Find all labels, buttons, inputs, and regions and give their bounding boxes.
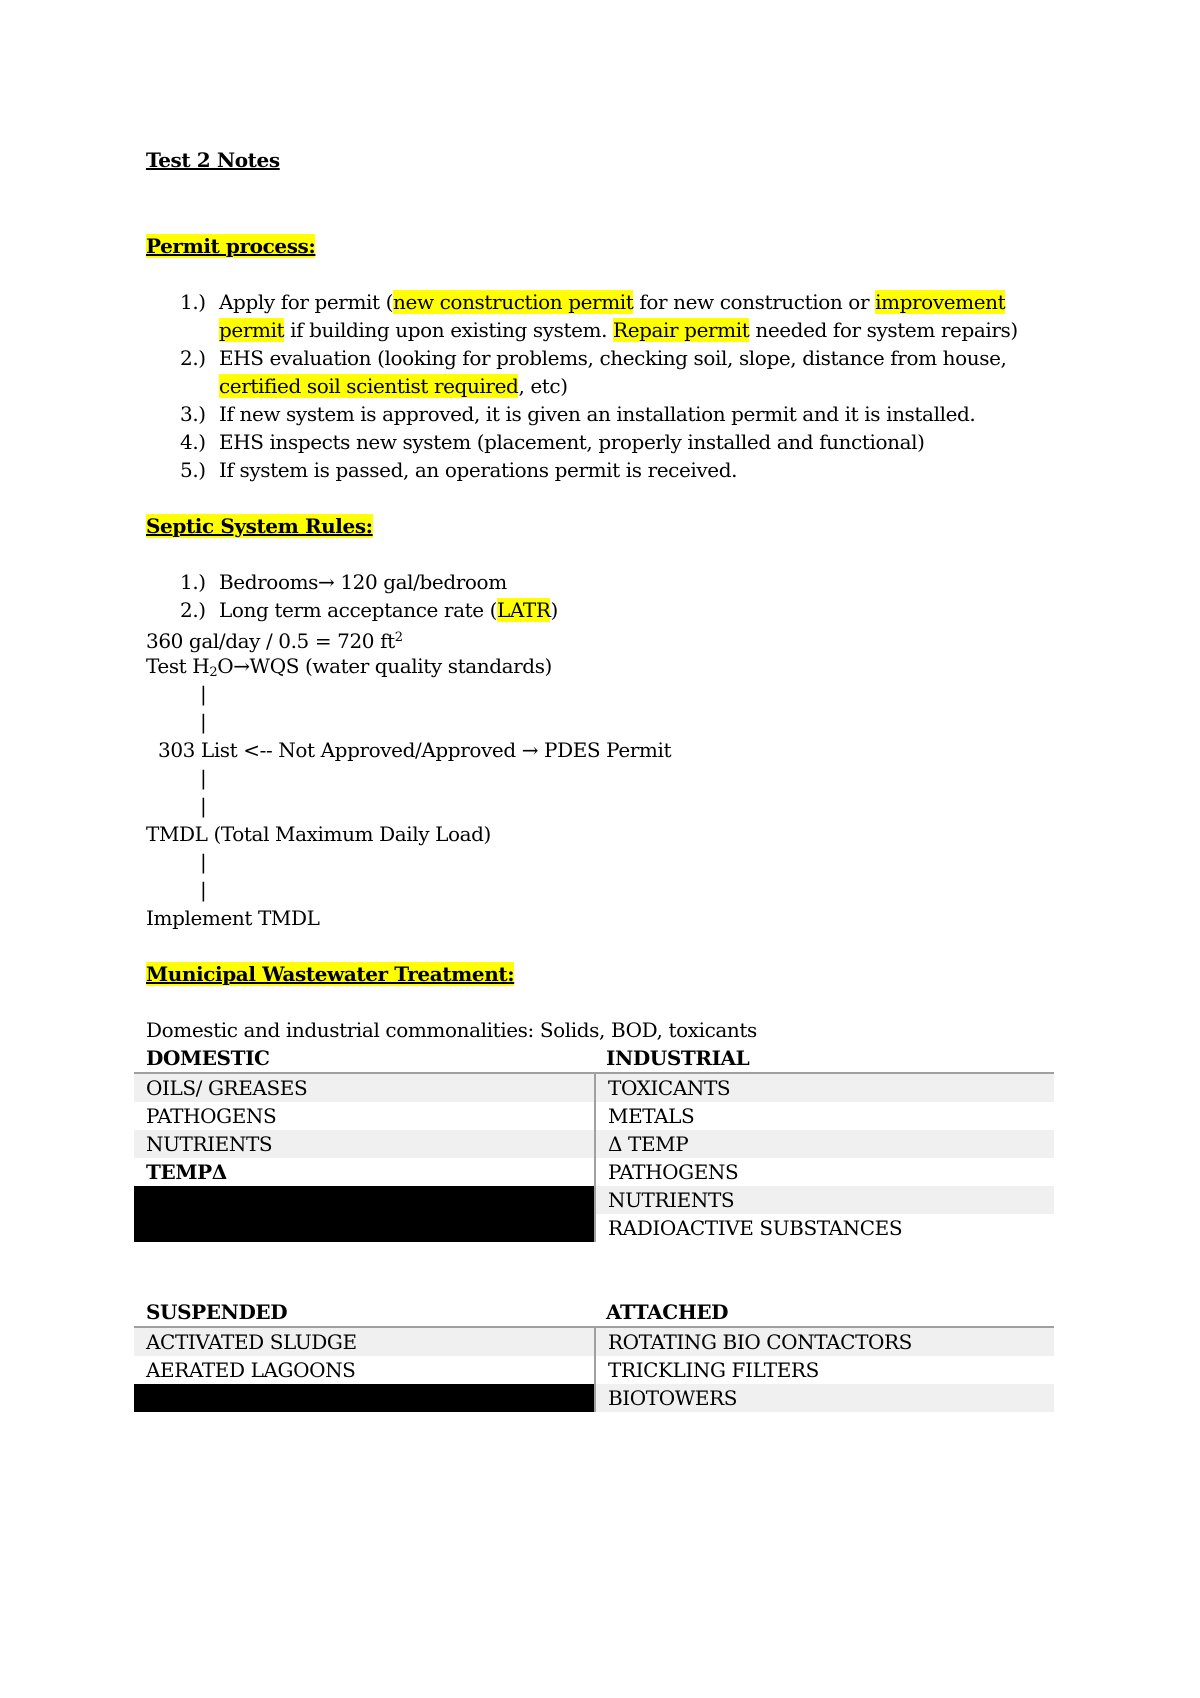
tmdl-line: TMDL (Total Maximum Daily Load) (146, 822, 491, 846)
table-header-row (134, 1044, 1054, 1074)
list-303-line: 303 List <-- Not Approved/Approved → PDES Permit (158, 738, 672, 762)
permit-item-5-number: 5.) (180, 458, 206, 482)
flow-connector-3: | (200, 766, 207, 790)
table-cell: ROTATING BIO CONTACTORS (594, 1328, 1054, 1356)
blacked-out-cell (134, 1186, 594, 1214)
table-row (134, 1186, 1054, 1214)
flow-connector-5: | (200, 850, 207, 874)
table-cell: AERATED LAGOONS (146, 1358, 356, 1382)
header-suspended: SUSPENDED (146, 1300, 288, 1324)
table-cell: NUTRIENTS (594, 1186, 1054, 1214)
table-cell: BIOTOWERS (594, 1384, 1054, 1412)
table-cell: OILS/ GREASES (146, 1076, 308, 1100)
table-cell: TRICKLING FILTERS (594, 1356, 1054, 1384)
septic-item-2: Long term acceptance rate (LATR) (219, 598, 558, 622)
permit-item-2-line-2: certified soil scientist required, etc) (219, 374, 568, 398)
area-calculation: 360 gal/day / 0.5 = 720 $ft^2$ (146, 629, 403, 653)
septic-item-1-number: 1.) (180, 570, 206, 594)
table-cell: RADIOACTIVE SUBSTANCES (594, 1214, 1054, 1242)
flow-connector-4: | (200, 794, 207, 818)
table-row (134, 1384, 1054, 1412)
table-cell: ACTIVATED SLUDGE (146, 1330, 357, 1354)
table-cell: PATHOGENS (594, 1158, 1054, 1186)
page-title: Test 2 Notes (146, 148, 280, 172)
septic-item-1: Bedrooms→ 120 gal/bedroom (219, 570, 507, 594)
commonalities-line: Domestic and industrial commonalities: Solids, BOD, toxicants (146, 1018, 757, 1042)
permit-item-1-line-1: Apply for permit (new construction permit for new construction or improvement (219, 290, 1006, 314)
suspended-attached-table (134, 1298, 1054, 1412)
table-cell: NUTRIENTS (146, 1132, 273, 1156)
flow-connector-2: | (200, 710, 207, 734)
header-attached: ATTACHED (606, 1300, 729, 1324)
table-cell: TOXICANTS (594, 1074, 1054, 1102)
flow-connector-6: | (200, 878, 207, 902)
table-row (134, 1074, 1054, 1102)
permit-item-4-number: 4.) (180, 430, 206, 454)
permit-item-2-number: 2.) (180, 346, 206, 370)
table-cell: PATHOGENS (146, 1104, 277, 1128)
septic-item-2-number: 2.) (180, 598, 206, 622)
table-cell: Δ TEMP (594, 1130, 1054, 1158)
permit-item-4: EHS inspects new system (placement, properly installed and functional) (219, 430, 925, 454)
permit-item-2-line-1: EHS evaluation (looking for problems, checking soil, slope, distance from house, (219, 346, 1007, 370)
table-row (134, 1102, 1054, 1130)
table-row (134, 1130, 1054, 1158)
permit-item-1-number: 1.) (180, 290, 206, 314)
municipal-heading: Municipal Wastewater Treatment: (146, 962, 515, 986)
table-cell: METALS (594, 1102, 1054, 1130)
flow-connector-1: | (200, 682, 207, 706)
permit-item-5: If system is passed, an operations permit is received. (219, 458, 738, 482)
header-industrial: INDUSTRIAL (606, 1046, 750, 1070)
table-row (134, 1214, 1054, 1242)
permit-heading: Permit process: (146, 234, 316, 258)
blacked-out-cell (134, 1214, 594, 1242)
water-test-line: Test $H_2O\to WQS$ (water quality standards) (146, 654, 552, 680)
implement-tmdl-line: Implement TMDL (146, 906, 320, 930)
table-cell: TEMPΔ (146, 1160, 227, 1184)
permit-item-1-line-2: permit if building upon existing system. Repair permit needed for system repairs) (219, 318, 1018, 342)
table-header-row (134, 1298, 1054, 1328)
domestic-industrial-table (134, 1044, 1054, 1242)
permit-item-3-number: 3.) (180, 402, 206, 426)
table-row (134, 1328, 1054, 1356)
table-row (134, 1356, 1054, 1384)
permit-item-3: If new system is approved, it is given an installation permit and it is installed. (219, 402, 976, 426)
septic-heading: Septic System Rules: (146, 514, 373, 538)
header-domestic: DOMESTIC (146, 1046, 270, 1070)
table-row (134, 1158, 1054, 1186)
blacked-out-cell (134, 1384, 594, 1412)
